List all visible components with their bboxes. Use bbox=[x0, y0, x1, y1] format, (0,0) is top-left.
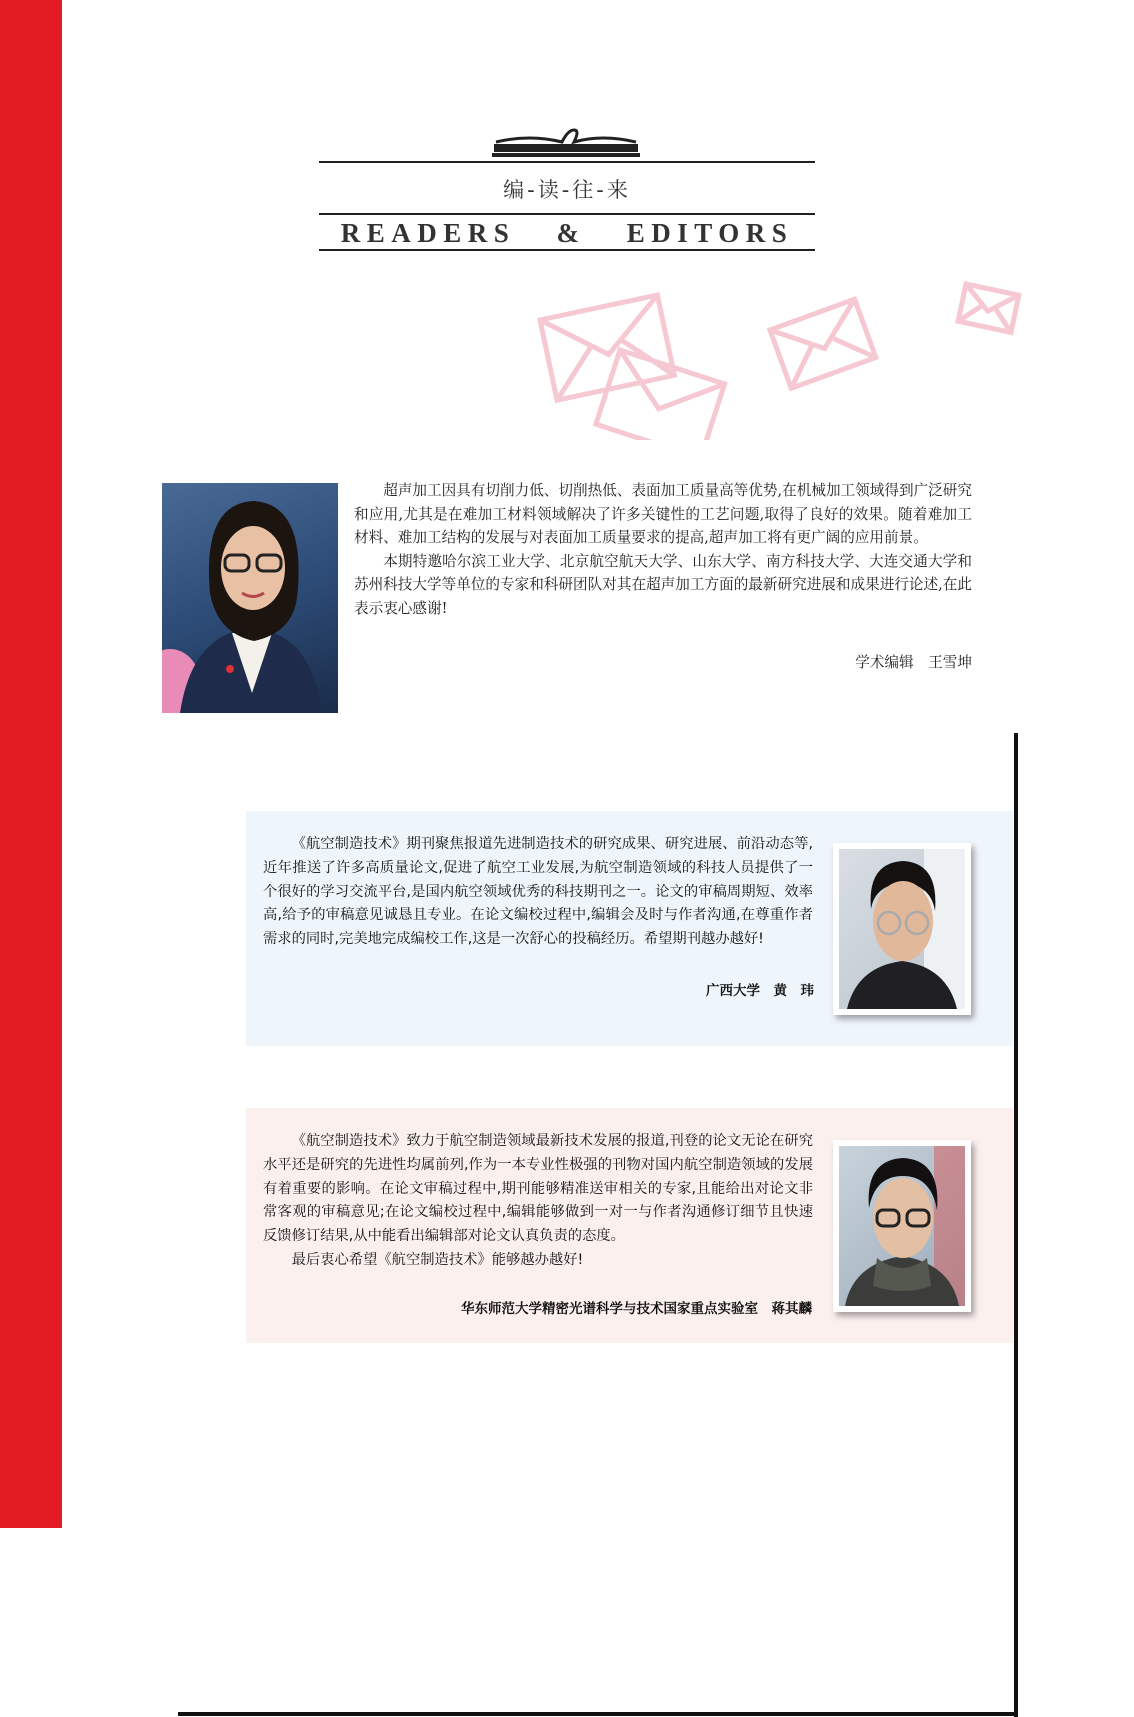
letter-paragraph: 最后衷心希望《航空制造技术》能够越办越好! bbox=[291, 1251, 584, 1268]
section-title-cn: 编-读-往-来 bbox=[503, 178, 631, 202]
reader-letter-2 bbox=[263, 1130, 813, 1273]
left-accent-bar bbox=[0, 0, 62, 1528]
envelope-decoration-icon bbox=[530, 280, 1030, 440]
section-title-en: READERS & EDITORS bbox=[340, 218, 794, 248]
reader-signature-2: 华东师范大学精密光谱科学与技术国家重点实验室 蒋其麟 bbox=[461, 1301, 812, 1317]
reader-portrait-2 bbox=[833, 1140, 971, 1312]
letter-paragraph: 《航空制造技术》期刊聚焦报道先进制造技术的研究成果、研究进展、前沿动态等,近年推送了许多高质量论文,促进了航空工业发展,为航空制造领域的科技人员提供了一个很好的学习交流平台,是国内航空领域优秀的科技期刊之一。论文的审稿周期短、效率高,给予的审稿意见诚恳且专业。在论文编校过程中,编辑会及时与作者沟通,在尊重作者需求的同时,完美地完成编校工作,这是一次舒心的投稿经历。希望期刊越办越好! bbox=[263, 836, 813, 948]
header-rule-bottom bbox=[319, 249, 815, 251]
editor-note bbox=[354, 479, 972, 620]
editor-paragraph: 超声加工因具有切削力低、切削热低、表面加工质量高等优势,在机械加工领域得到广泛研究和应用,尤其是在难加工材料领域解决了许多关键性的工艺问题,取得了良好的效果。随着难加工材料、难加工结构的发展与对表面加工质量要求的提高,超声加工将有更广阔的应用前景。 bbox=[354, 482, 972, 546]
reader-portrait-1 bbox=[833, 843, 971, 1015]
editor-photo bbox=[162, 483, 338, 713]
header-rule-top bbox=[319, 161, 815, 163]
editor-paragraph: 本期特邀哈尔滨工业大学、北京航空航天大学、山东大学、南方科技大学、大连交通大学和苏州科技大学等单位的专家和科研团队对其在超声加工方面的最新研究进展和成果进行论述,在此表示衷心感谢! bbox=[354, 552, 972, 617]
header-rule-middle bbox=[319, 213, 815, 215]
reader-letter-1 bbox=[263, 833, 813, 952]
reader-signature-1: 广西大学 黄 玮 bbox=[706, 983, 814, 999]
frame-right-border bbox=[1014, 733, 1018, 1717]
letter-paragraph: 《航空制造技术》致力于航空制造领域最新技术发展的报道,刊登的论文无论在研究水平还是研究的先进性均属前列,作为一本专业性极强的刊物对国内航空制造领域的发展有着重要的影响。在论文审稿过程中,期刊能够精准送审相关的专家,且能给出对论文非常客观的审稿意见;在论文编校过程中,编辑能够做到一对一与作者沟通修订细节且快速反馈修订结果,从中能看出编辑部对论文认真负责的态度。 bbox=[263, 1133, 813, 1245]
editor-signature: 学术编辑 王雪坤 bbox=[855, 654, 972, 671]
frame-bottom-border bbox=[178, 1712, 1018, 1716]
open-book-icon bbox=[490, 128, 642, 160]
